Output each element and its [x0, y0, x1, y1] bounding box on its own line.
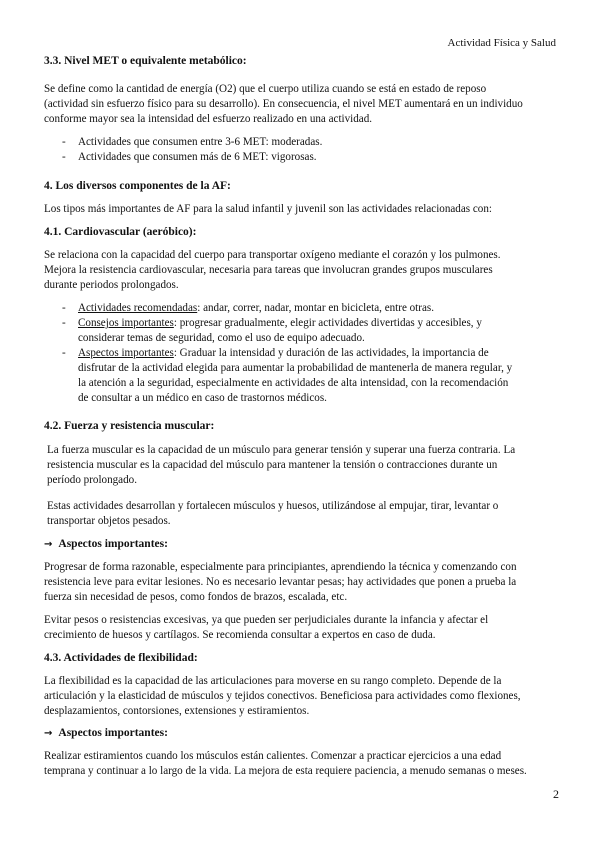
list-item-text: Actividades que consumen más de 6 MET: vigorosas.: [78, 151, 317, 163]
bullet-text: la atención a la seguridad, especialmente en actividades de alta intensidad, con la recomendación: [78, 377, 509, 389]
text-line: resistencia leve para evitar lesiones. No es necesario levantar pesas; hay actividades que ponen a prueba la: [44, 576, 517, 588]
arrow-right-icon: →: [44, 539, 53, 550]
text-line: La flexibilidad es la capacidad de las articulaciones para moverse en su rango completo. Depende de la: [44, 675, 502, 687]
bullet-text: considerar temas de seguridad, como el uso de equipo adecuado.: [78, 332, 365, 344]
text-line: Se define como la cantidad de energía (O2) que el cuerpo utiliza cuando se está en estado de reposo: [44, 83, 487, 95]
text-line: período prolongado.: [47, 474, 137, 486]
text-line: fuerza sin necesidad de pesos, como fondos de brazos, escalada, etc.: [44, 591, 348, 603]
bullet-text: : Graduar la intensidad y duración de las actividades, la importancia de: [173, 347, 489, 359]
paragraph-flexibility-aspects: [44, 749, 556, 779]
bullet-label: Actividades recomendadas: [78, 302, 198, 314]
page-number: 2: [553, 787, 559, 801]
dash-icon: -: [62, 136, 66, 148]
paragraph-strength-warning: [44, 613, 556, 643]
section-heading-4-3: 4.3. Actividades de flexibilidad:: [44, 652, 198, 664]
text-line: Se relaciona con la capacidad del cuerpo para transportar oxígeno mediante el corazón y los pulmones.: [44, 249, 501, 261]
paragraph-strength: [47, 443, 556, 488]
text-line: desplazamientos, contorsiones, extensiones y estiramientos.: [44, 705, 310, 717]
dash-icon: -: [62, 151, 66, 163]
dash-icon: -: [62, 347, 66, 359]
text-line: transportar objetos pesados.: [47, 515, 171, 527]
text-line: durante periodos prolongados.: [44, 279, 179, 291]
paragraph-met-definition: [44, 82, 556, 127]
text-line: Realizar estiramientos cuando los músculos están calientes. Comenzar a practicar ejercicios a una edad: [44, 750, 502, 762]
text-line: Progresar de forma razonable, especialmente para principiantes, aprendiendo la técnica y comenzando con: [44, 561, 517, 573]
paragraph-strength-aspects: [44, 560, 556, 605]
bullet-text: de consultar a un médico en caso de trastornos médicos.: [78, 392, 327, 404]
dash-icon: -: [62, 317, 66, 329]
text-line: La fuerza muscular es la capacidad de un músculo para generar tensión y superar una fuerza contraria. La: [47, 444, 516, 456]
arrow-right-icon: →: [44, 728, 53, 739]
text-line: crecimiento de huesos y cartílagos. Se recomienda consultar a expertos en caso de duda.: [44, 629, 436, 641]
text-line: articulación y la elasticidad de músculos y tejidos conectivos. Beneficiosa para actividades como flexiones,: [44, 690, 521, 702]
bullet-text: : progresar gradualmente, elegir actividades divertidas y accesibles, y: [173, 317, 482, 329]
section-heading-3-3: 3.3. Nivel MET o equivalente metabólico:: [44, 55, 247, 67]
section-intro: Los tipos más importantes de AF para la salud infantil y juvenil son las actividades relacionadas con:: [44, 203, 492, 215]
section-heading-4-1: 4.1. Cardiovascular (aeróbico):: [44, 226, 197, 238]
text-line: Evitar pesos o resistencias excesivas, ya que pueden ser perjudiciales durante la infancia y afectar el: [44, 614, 489, 626]
running-header: Actividad Física y Salud: [447, 37, 556, 49]
paragraph-flexibility: [44, 674, 556, 719]
text-line: Mejora la resistencia cardiovascular, necesaria para tareas que involucran grandes grupos musculares: [44, 264, 493, 276]
paragraph-cardiovascular: [44, 248, 556, 293]
text-line: resistencia muscular es la capacidad del músculo para mantener la tensión o contracciones durante un: [47, 459, 498, 471]
text-line: (actividad sin esfuerzo físico para su desarrollo). En consecuencia, el nivel MET aumentará en un individuo: [44, 98, 523, 110]
list-item-text: Actividades que consumen entre 3-6 MET: moderadas.: [78, 136, 323, 148]
dash-icon: -: [62, 302, 66, 314]
paragraph-strength-activities: [47, 499, 556, 529]
bullet-label: Consejos importantes: [78, 317, 174, 329]
bullet-text: disfrutar de la actividad elegida para aumentar la probabilidad de mantenerla de manera regular, y: [78, 362, 513, 374]
text-line: conforme mayor sea la intensidad del esfuerzo realizado en una actividad.: [44, 113, 373, 125]
aspects-heading: → Aspectos importantes:: [44, 727, 168, 739]
text-line: temprana y continuar a lo largo de la vida. La mejora de esta requiere paciencia, a menudo semanas o meses.: [44, 765, 527, 777]
text-line: Estas actividades desarrollan y fortalecen músculos y huesos, utilizándose al empujar, tirar, levantar o: [47, 500, 499, 512]
aspects-heading: → Aspectos importantes:: [44, 538, 168, 550]
bullet-text: : andar, correr, nadar, montar en bicicleta, entre otras.: [197, 302, 434, 314]
bullet-label: Aspectos importantes: [78, 347, 174, 359]
section-heading-4: 4. Los diversos componentes de la AF:: [44, 180, 231, 192]
section-heading-4-2: 4.2. Fuerza y resistencia muscular:: [44, 420, 215, 432]
